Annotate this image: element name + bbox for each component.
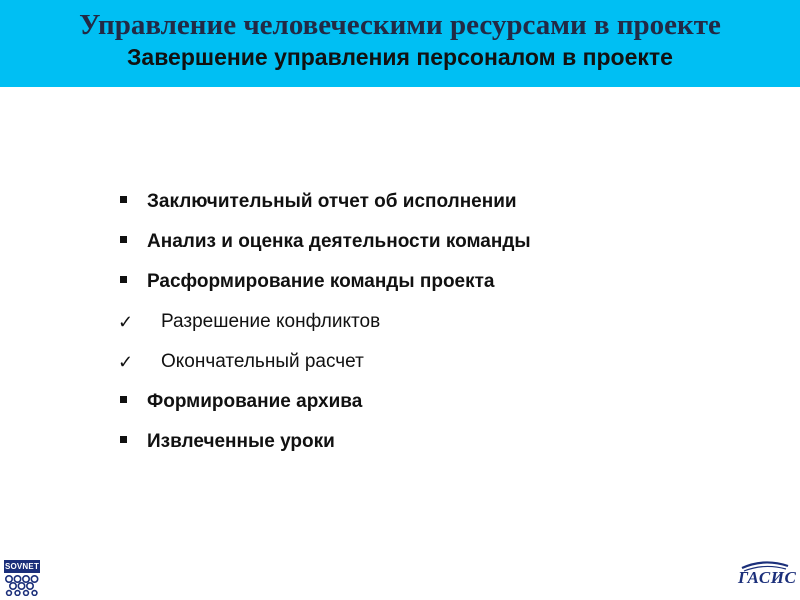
list-item-label: Формирование архива xyxy=(147,391,363,412)
list-item-label: Окончательный расчет xyxy=(161,351,364,372)
checkmark-icon: ✓ xyxy=(118,312,134,332)
square-bullet-icon xyxy=(112,266,136,298)
list-item-label: Извлеченные уроки xyxy=(147,431,335,452)
square-bullet-icon xyxy=(112,226,136,258)
list-item-label: Анализ и оценка деятельности команды xyxy=(147,231,531,252)
list-item-label: Разрешение конфликтов xyxy=(161,311,381,332)
sovnet-logo xyxy=(4,560,40,596)
slide-title: Управление человеческими ресурсами в проекте xyxy=(79,9,721,41)
gasis-logo-text: ГАСИС xyxy=(738,568,797,587)
checkmark-icon: ✓ xyxy=(118,352,134,372)
square-bullet-icon xyxy=(112,186,136,218)
list-item-label: Расформирование команды проекта xyxy=(147,271,495,292)
sovnet-logo-mark-icon xyxy=(4,574,40,596)
sovnet-logo-text: SOVNET xyxy=(4,562,40,571)
slide-subtitle: Завершение управления персоналом в проекте xyxy=(127,44,673,70)
gasis-logo xyxy=(736,560,797,592)
square-bullet-icon xyxy=(112,386,136,418)
list-item-label: Заключительный отчет об исполнении xyxy=(147,191,517,212)
square-bullet-icon xyxy=(112,426,136,458)
header-banner xyxy=(0,0,800,87)
